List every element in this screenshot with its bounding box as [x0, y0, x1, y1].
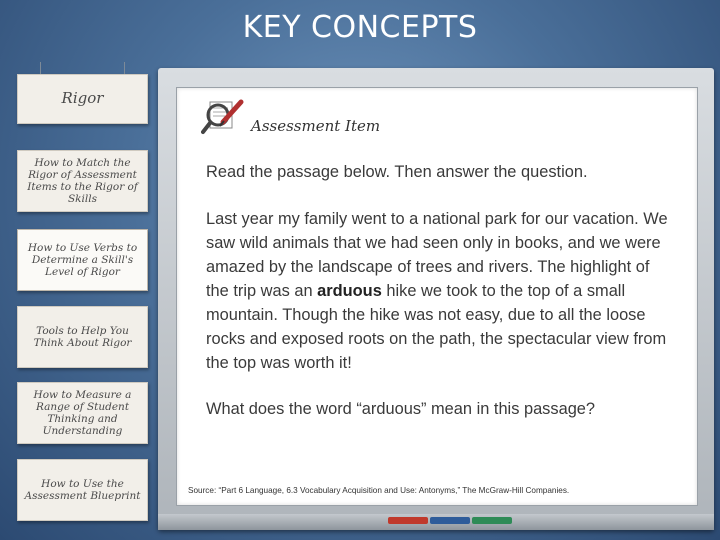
passage-bold-word: arduous [317, 282, 382, 300]
sidebar-card-rigor[interactable]: Rigor [17, 74, 148, 124]
sidebar-card-use-verbs[interactable]: How to Use Verbs to Determine a Skill's Level of Rigor [17, 229, 148, 291]
reading-passage [206, 207, 676, 375]
blue-marker [430, 517, 470, 524]
card-pin [124, 62, 125, 74]
passage-text-start: Last year my family went to a national park for our vacation. We saw wild animals that we had seen only in books, and we were amazed by the landscape of trees and rivers. The highlight of the trip was an [206, 210, 668, 300]
passage-text-end: hike we took to the top of a small mountain. Though the hike was not easy, due to all the loose rocks and exposed roots on the path, the spectacular view from the top was worth it! [206, 282, 667, 372]
instruction-text: Read the passage below. Then answer the question. [206, 163, 588, 181]
assessment-header [201, 96, 380, 145]
sidebar-card-measure-range[interactable]: How to Measure a Range of Student Thinking and Understanding [17, 382, 148, 444]
whiteboard-surface [176, 87, 698, 506]
sidebar-card-tools[interactable]: Tools to Help You Think About Rigor [17, 306, 148, 368]
source-citation: Source: “Part 6 Language, 6.3 Vocabulary Acquisition and Use: Antonyms,” The McGraw-Hill Companies. [188, 486, 570, 495]
sidebar-card-blueprint[interactable]: How to Use the Assessment Blueprint [17, 459, 148, 521]
question-text: What does the word “arduous” mean in this passage? [206, 400, 596, 418]
card-pin [40, 62, 41, 74]
whiteboard [158, 68, 714, 530]
green-marker [472, 517, 512, 524]
slide-title: KEY CONCEPTS [242, 10, 478, 45]
marker-tray [158, 514, 714, 530]
assessment-item-label: Assessment Item [251, 116, 381, 135]
magnifier-pencil-icon [201, 96, 245, 145]
red-marker [388, 517, 428, 524]
sidebar-card-match-rigor[interactable]: How to Match the Rigor of Assessment Items to the Rigor of Skills [17, 150, 148, 212]
